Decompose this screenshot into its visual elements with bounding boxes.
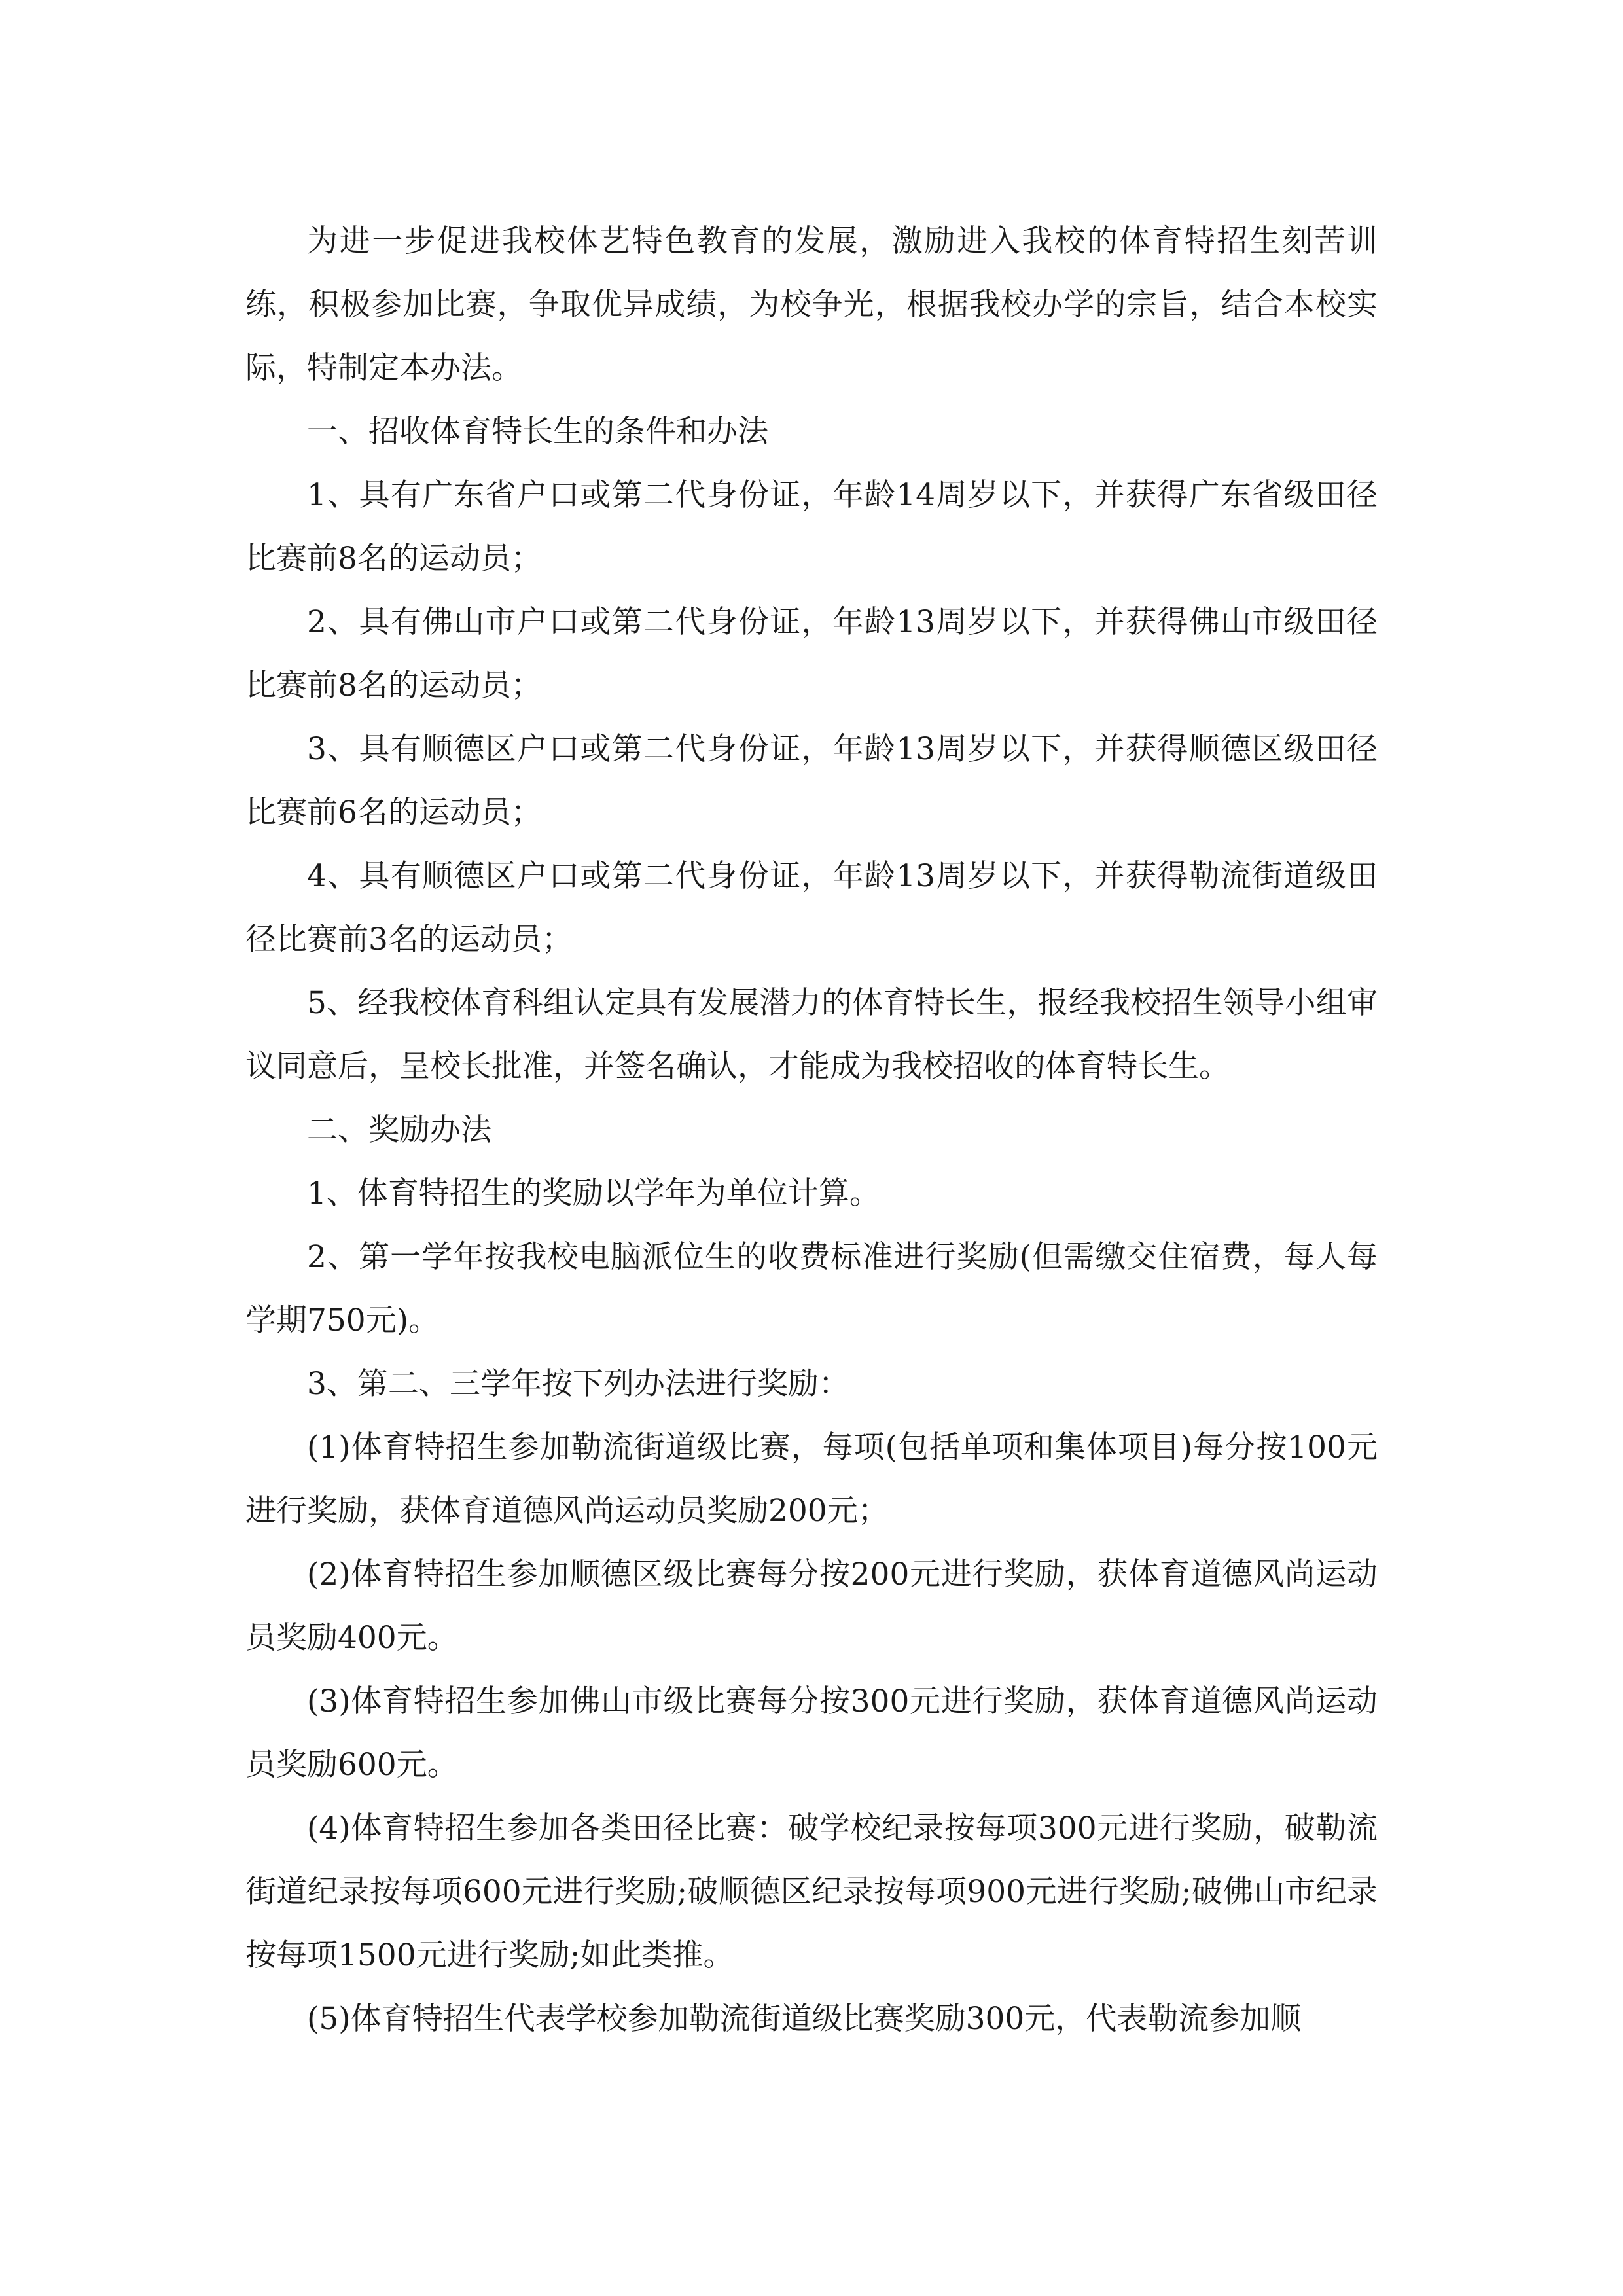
section-heading-admission: 一、招收体育特长生的条件和办法: [307, 414, 768, 450]
reward-subitem-3: (3)体育特招生参加佛山市级比赛每分按300元进行奖励，获体育道德风尚运动员奖励600元。: [245, 1683, 1378, 1783]
admission-item-4: 4、具有顺德区户口或第二代身份证，年龄13周岁以下，并获得勒流街道级田径比赛前3名的运动员；: [245, 858, 1378, 958]
document-page: [245, 209, 1378, 2051]
intro-paragraph: 为进一步促进我校体艺特色教育的发展，激励进入我校的体育特招生刻苦训练，积极参加比赛，争取优异成绩，为校争光，根据我校办学的宗旨，结合本校实际，特制定本办法。: [245, 223, 1378, 386]
section-heading-rewards: 二、奖励办法: [307, 1112, 491, 1148]
admission-item-2: 2、具有佛山市户口或第二代身份证，年龄13周岁以下，并获得佛山市级田径比赛前8名的运动员；: [245, 604, 1378, 704]
reward-subitem-4: (4)体育特招生参加各类田径比赛：破学校纪录按每项300元进行奖励，破勒流街道纪录按每项600元进行奖励;破顺德区纪录按每项900元进行奖励;破佛山市纪录按每项1500元进行奖励;如此类推。: [245, 1810, 1378, 1973]
reward-item-3: 3、第二、三学年按下列办法进行奖励：: [307, 1366, 849, 1402]
reward-subitem-2: (2)体育特招生参加顺德区级比赛每分按200元进行奖励，获体育道德风尚运动员奖励400元。: [245, 1556, 1378, 1656]
admission-item-3: 3、具有顺德区户口或第二代身份证，年龄13周岁以下，并获得顺德区级田径比赛前6名的运动员；: [245, 731, 1378, 831]
admission-item-1: 1、具有广东省户口或第二代身份证，年龄14周岁以下，并获得广东省级田径比赛前8名的运动员；: [245, 477, 1378, 577]
admission-item-5: 5、经我校体育科组认定具有发展潜力的体育特长生，报经我校招生领导小组审议同意后，呈校长批准，并签名确认，才能成为我校招收的体育特长生。: [245, 985, 1378, 1085]
reward-subitem-1: (1)体育特招生参加勒流街道级比赛，每项(包括单项和集体项目)每分按100元进行奖励，获体育道德风尚运动员奖励200元；: [245, 1429, 1378, 1529]
reward-item-2: 2、第一学年按我校电脑派位生的收费标准进行奖励(但需缴交住宿费，每人每学期750元)。: [245, 1239, 1378, 1338]
reward-subitem-5: (5)体育特招生代表学校参加勒流街道级比赛奖励300元，代表勒流参加顺: [307, 2001, 1302, 2037]
reward-item-1: 1、体育特招生的奖励以学年为单位计算。: [307, 1175, 880, 1211]
